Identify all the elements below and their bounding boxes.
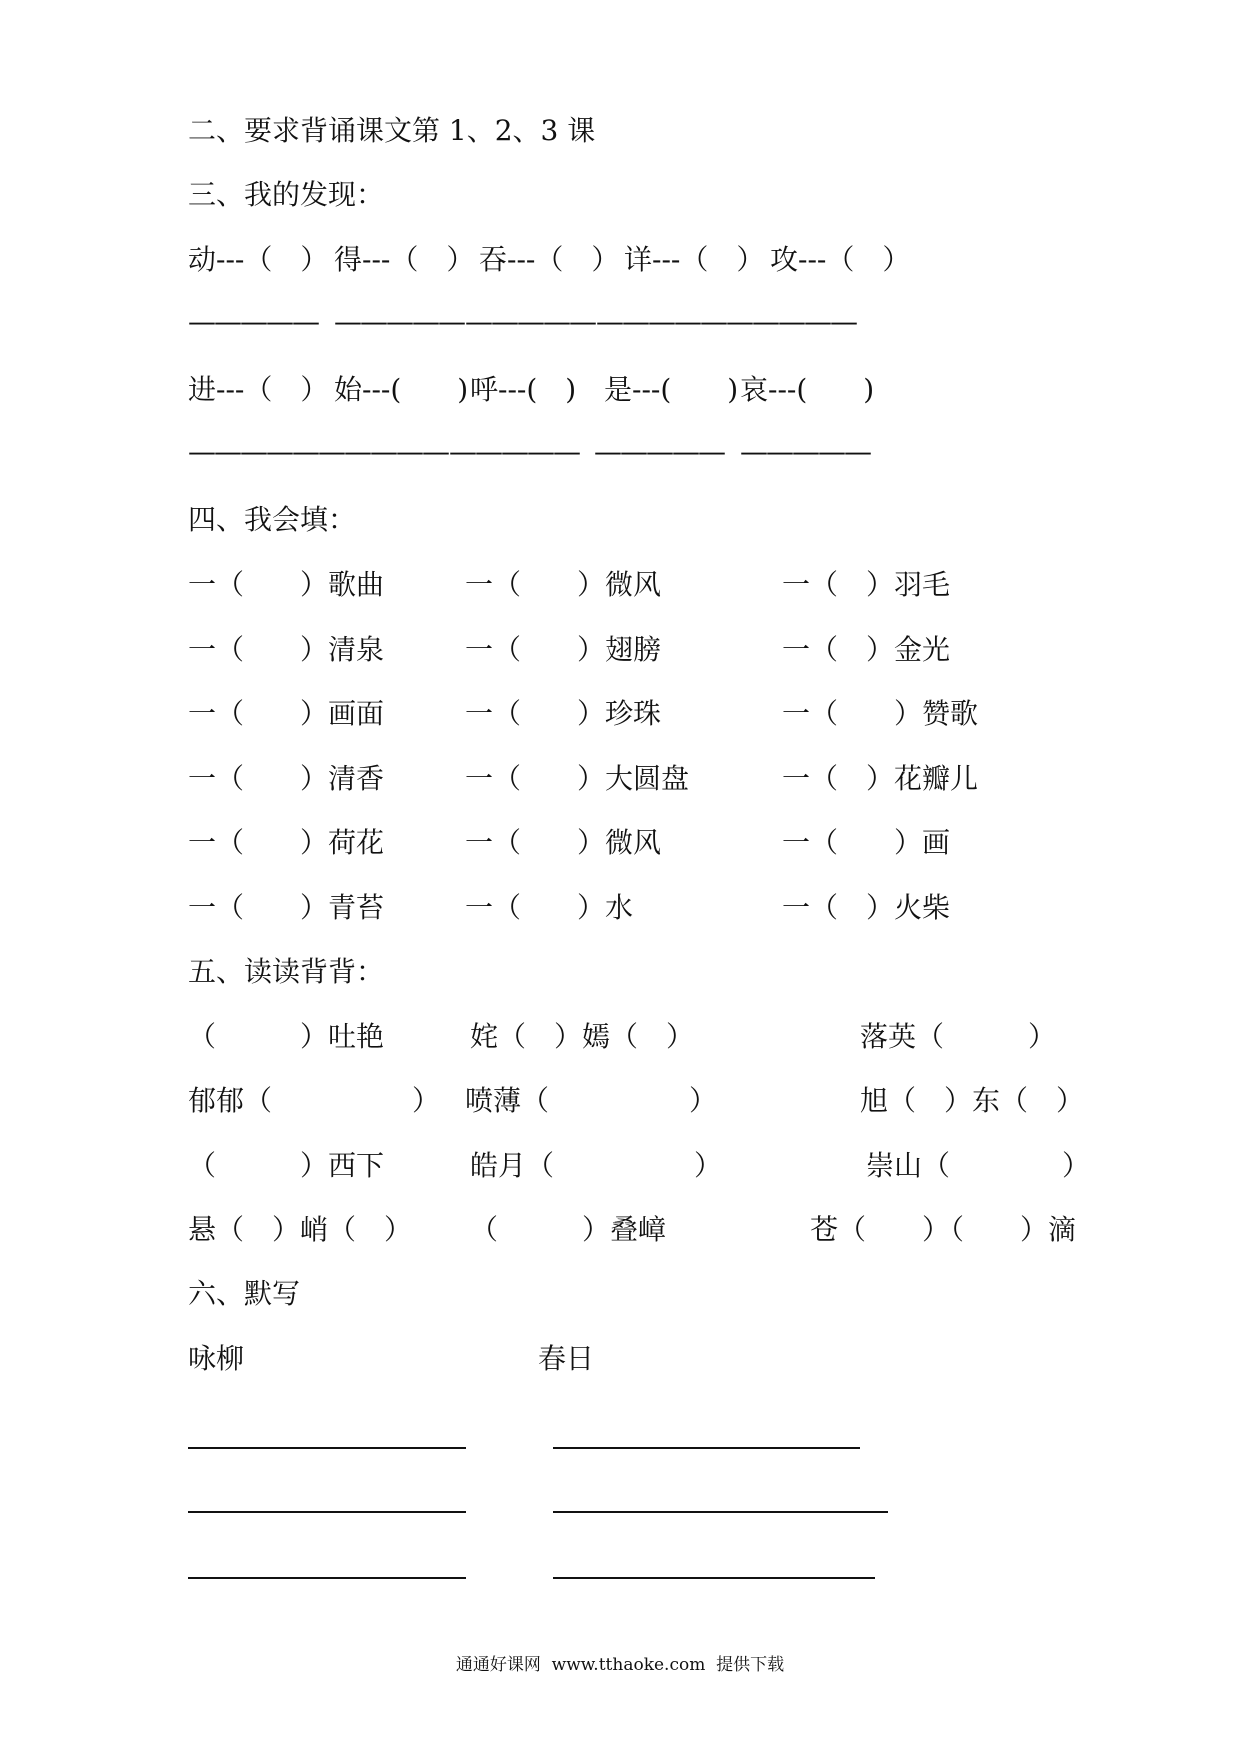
- recite-item: 喷薄（ ）: [465, 1084, 718, 1117]
- writing-line: [188, 1577, 466, 1579]
- fill-item: 一（ ）清香: [188, 762, 385, 795]
- fill-item: 一（ ）青苔: [188, 891, 385, 924]
- discovery-item: 吞---（ ）: [479, 243, 620, 276]
- fill-item: 一（ ）水: [465, 891, 634, 924]
- fill-item: 一（ ）大圆盘: [465, 762, 690, 795]
- fill-item: 一（ ）荷花: [188, 826, 385, 859]
- recite-item: 悬（ ）峭（ ）: [188, 1213, 413, 1246]
- section-4-heading: 四、我会填：: [188, 503, 357, 536]
- fill-item: 一（ ）金光: [782, 633, 951, 666]
- section-2-heading: 二、要求背诵课文第 1、2、3 课: [188, 114, 596, 147]
- fill-item: 一（ ）画面: [188, 697, 385, 730]
- discovery-item: 是---( ): [604, 373, 739, 406]
- answer-blank: —————: [740, 435, 870, 468]
- fill-item: 一（ ）珍珠: [465, 697, 662, 730]
- writing-line: [188, 1447, 466, 1449]
- discovery-item: 始---( ): [334, 373, 469, 406]
- fill-item: 一（ ）花瓣儿: [782, 762, 979, 795]
- discovery-item: 得---（ ）: [334, 243, 475, 276]
- section-5-heading: 五、读读背背：: [188, 955, 385, 988]
- discovery-item: 进---（ ）: [188, 373, 329, 406]
- poem-title: 咏柳: [188, 1342, 245, 1375]
- fill-item: 一（ ）翅膀: [465, 633, 662, 666]
- writing-line: [188, 1511, 466, 1513]
- poem-title: 春日: [538, 1342, 595, 1375]
- fill-item: 一（ ）微风: [465, 826, 662, 859]
- recite-item: 崇山（ ）: [866, 1149, 1091, 1182]
- discovery-item: 动---（ ）: [188, 243, 329, 276]
- answer-blank: —————: [596, 305, 726, 338]
- writing-line: [553, 1511, 888, 1513]
- discovery-item: 哀---( ): [740, 373, 875, 406]
- recite-item: 郁郁（ ）: [188, 1084, 441, 1117]
- recite-item: （ ）吐艳: [188, 1020, 385, 1053]
- recite-item: 皓月（ ）: [470, 1149, 723, 1182]
- recite-item: 姹（ ）嫣（ ）: [470, 1020, 695, 1053]
- fill-item: 一（ ）歌曲: [188, 568, 385, 601]
- recite-item: （ ）叠嶂: [470, 1213, 667, 1246]
- answer-blank: —————: [726, 305, 856, 338]
- fill-item: 一（ ）火柴: [782, 891, 951, 924]
- fill-item: 一（ ）清泉: [188, 633, 385, 666]
- fill-item: 一（ ）羽毛: [782, 568, 951, 601]
- answer-blank: —————: [188, 435, 318, 468]
- section-6-heading: 六、默写: [188, 1277, 301, 1310]
- discovery-item: 攻---（ ）: [770, 243, 911, 276]
- section-3-heading: 三、我的发现：: [188, 178, 385, 211]
- writing-line: [553, 1577, 875, 1579]
- fill-item: 一（ ）微风: [465, 568, 662, 601]
- answer-blank: —————: [188, 305, 318, 338]
- discovery-item: 呼---( ): [470, 373, 577, 406]
- answer-blank: —————: [594, 435, 724, 468]
- fill-item: 一（ ）画: [782, 826, 951, 859]
- recite-item: 苍（ ）（ ）滴: [810, 1213, 1077, 1246]
- recite-item: 旭（ ）东（ ）: [860, 1084, 1085, 1117]
- answer-blank: —————: [465, 305, 595, 338]
- discovery-item: 详---（ ）: [624, 243, 765, 276]
- answer-blank: —————: [449, 435, 579, 468]
- recite-item: 落英（ ）: [860, 1020, 1057, 1053]
- fill-item: 一（ ）赞歌: [782, 697, 979, 730]
- writing-line: [553, 1447, 860, 1449]
- answer-blank: —————: [318, 435, 448, 468]
- answer-blank: —————: [334, 305, 464, 338]
- footer-text: 通通好课网 www.tthaoke.com 提供下载: [455, 1655, 785, 1675]
- recite-item: （ ）西下: [188, 1149, 385, 1182]
